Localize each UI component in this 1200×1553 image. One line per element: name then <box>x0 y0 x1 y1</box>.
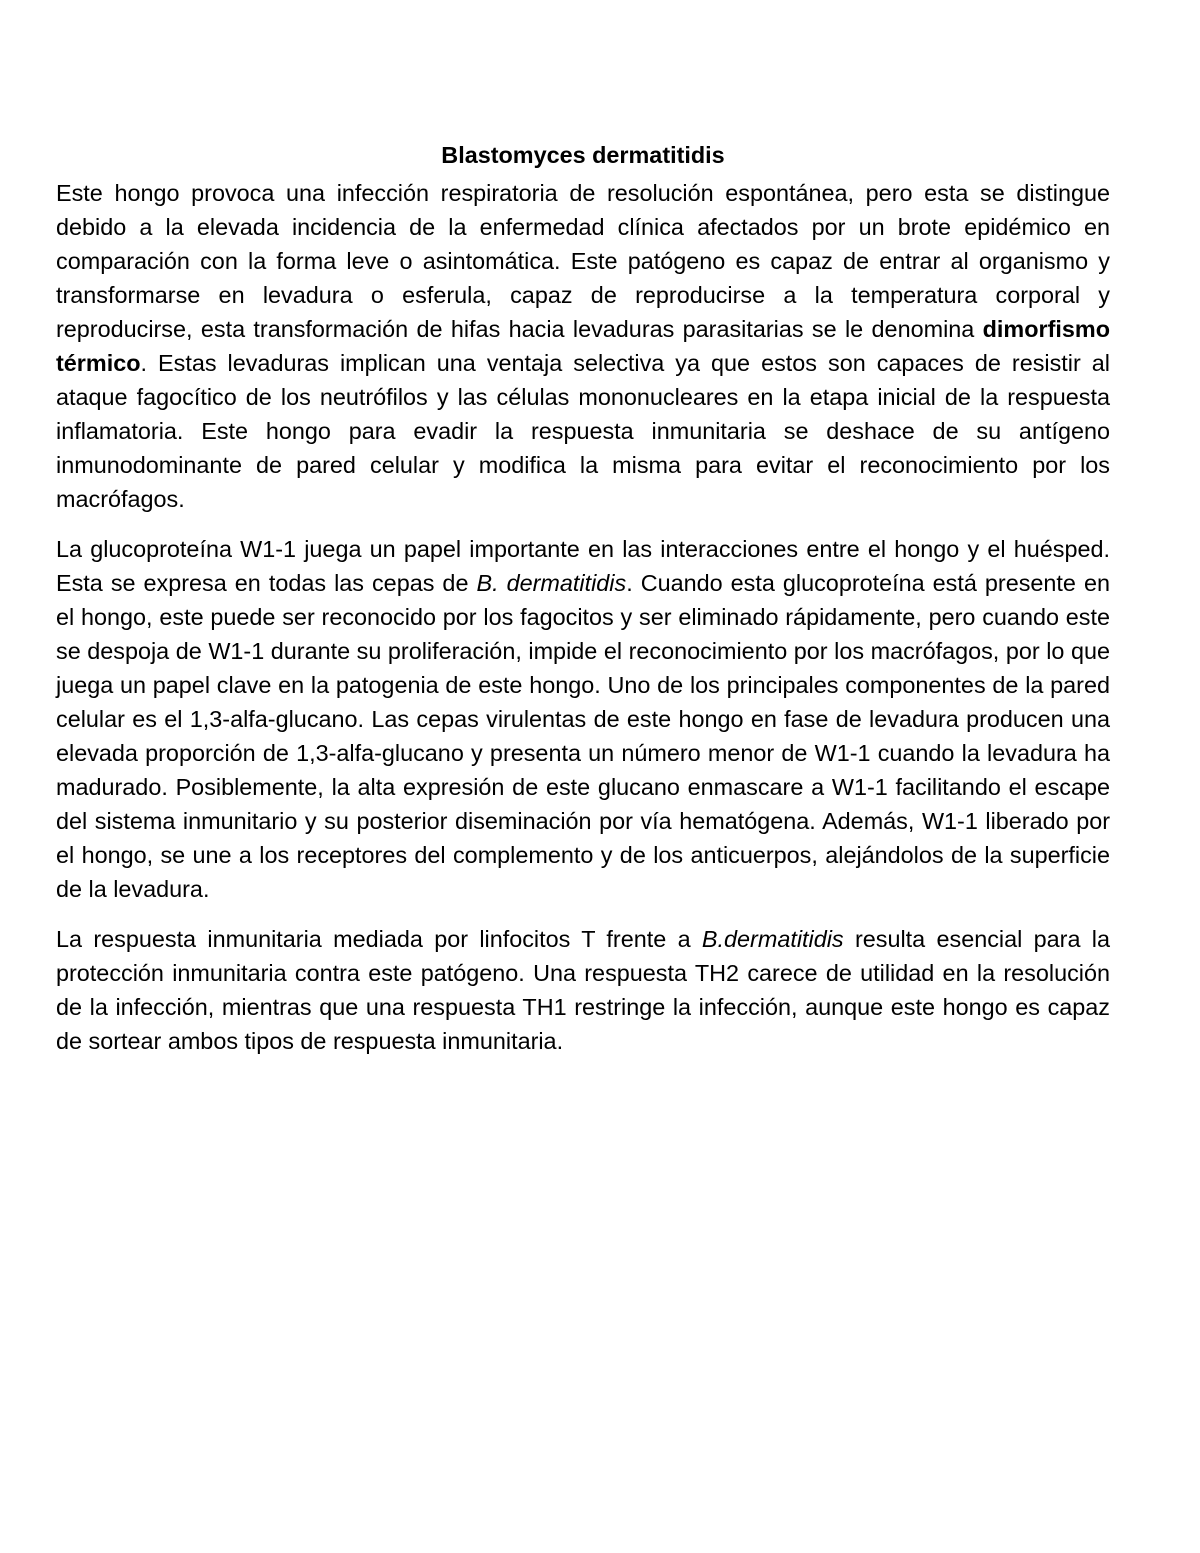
paragraph-1 <box>56 176 1110 516</box>
paragraph-3-italic-species: B.dermatitidis <box>701 926 844 952</box>
document-title: Blastomyces dermatitidis <box>441 142 725 168</box>
paragraph-2-italic-species: B. dermatitidis <box>476 570 627 596</box>
paragraph-3-text-a: La respuesta inmunitaria mediada por linfocitos T frente a <box>56 926 702 952</box>
paragraph-3 <box>56 922 1110 1058</box>
document-body <box>56 138 1110 1074</box>
paragraph-3-text-b: resulta esencial para la protección inmunitaria contra este patógeno. Una respuesta TH2 carece de utilidad en la resolución de la infección, mientras que una respuesta TH1 restringe la infección, aunque este hongo es capaz de sortear ambos tipos de respuesta inmunitaria. <box>56 926 1110 1054</box>
paragraph-1-text-b: . Estas levaduras implican una ventaja selectiva ya que estos son capaces de resistir al ataque fagocítico de los neutrófilos y las células mononucleares en la etapa inicial de la respuesta inflamatoria. Este hongo para evadir la respuesta inmunitaria se deshace de su antígeno inmunodominante de pared celular y modifica la misma para evitar el reconocimiento por los macrófagos. <box>56 350 1110 512</box>
paragraph-1-text-a: Este hongo provoca una infección respiratoria de resolución espontánea, pero esta se distingue debido a la elevada incidencia de la enfermedad clínica afectados por un brote epidémico en comparación con la forma leve o asintomática. Este patógeno es capaz de entrar al organismo y transformarse en levadura o esferula, capaz de reproducirse a la temperatura corporal y reproducirse, esta transformación de hifas hacia levaduras parasitarias se le denomina <box>56 180 1110 342</box>
paragraph-1-bold-term: dimorfismo térmico <box>56 316 1110 376</box>
paragraph-2-text-b: . Cuando esta glucoproteína está presente en el hongo, este puede ser reconocido por los fagocitos y ser eliminado rápidamente, pero cuando este se despoja de W1-1 durante su proliferación, impide el reconocimiento por los macrófagos, por lo que juega un papel clave en la patogenia de este hongo. Uno de los principales componentes de la pared celular es el 1,3-alfa-glucano. Las cepas virulentas de este hongo en fase de levadura producen una elevada proporción de 1,3-alfa-glucano y presenta un número menor de W1-1 cuando la levadura ha madurado. Posiblemente, la alta expresión de este glucano enmascare a W1-1 facilitando el escape del sistema inmunitario y su posterior diseminación por vía hematógena. Además, W1-1 liberado por el hongo, se une a los receptores del complemento y de los anticuerpos, alejándolos de la superficie de la levadura. <box>56 570 1110 902</box>
paragraph-2 <box>56 532 1110 906</box>
paragraph-2-text-a: La glucoproteína W1-1 juega un papel importante en las interacciones entre el hongo y el huésped. Esta se expresa en todas las cepas de <box>56 536 1110 596</box>
